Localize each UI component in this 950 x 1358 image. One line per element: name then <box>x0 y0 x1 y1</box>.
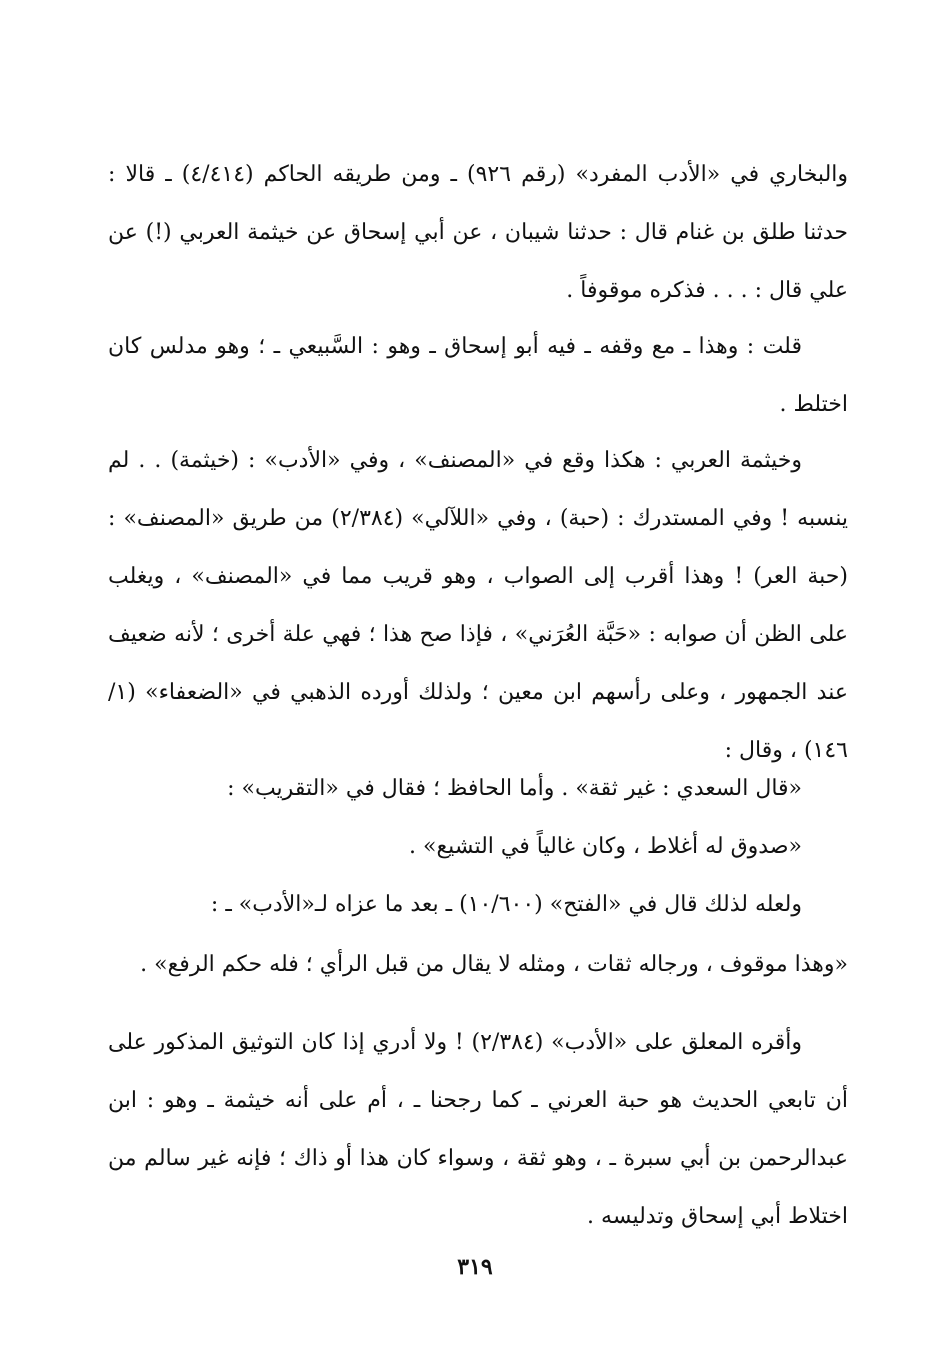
quote-text: «قال السعدي : غير ثقة» . وأما الحافظ ؛ فقال في «التقريب» : <box>227 776 802 801</box>
paragraph-fath-reference <box>108 876 848 934</box>
paragraph-text: وأقره المعلق على «الأدب» (٢/٣٨٤) ! ولا أدري إذا كان التوثيق المذكور على أن تابعي الحديث هو حبة العرني ـ كما رجحنا ـ ، أم على أنه خيثمة ـ وهو : ابن عبدالرحمن بن أبي سبرة ـ ، وهو ثقة ، وسواء كان هذا أو ذاك ؛ فإنه غير سالم من اختلاط أبي إسحاق وتدليسه . <box>108 1030 848 1229</box>
paragraph-author-comment <box>108 318 848 434</box>
paragraph-conclusion <box>108 1014 848 1246</box>
quote-saadi <box>108 760 848 818</box>
quote-text: «صدوق له أغلاط ، وكان غالياً في التشيع» . <box>409 834 802 859</box>
paragraph-text: والبخاري في «الأدب المفرد» (رقم ٩٢٦) ـ ومن طريقه الحاكم (٤/٤١٤) ـ قالا : حدثنا طلق بن غنام قال : حدثنا شيبان ، عن أبي إسحاق عن خيثمة العربي (!) عن علي قال : . . . فذكره موقوفاً . <box>108 162 849 303</box>
paragraph-text: وخيثمة العربي : هكذا وقع في «المصنف» ، وفي «الأدب» : (خيثمة) . . لم ينسبه ! وفي المستدرك : (حبة) ، وفي «اللآلي» (٢/٣٨٤) من طريق «المصنف» : (حبة العر) ! وهذا أقرب إلى الصواب ، وهو قريب مما في «المصنف» ، ويغلب على الظن أن صوابه : «حَبَّة العُرَني» ، فإذا صح هذا ؛ فهي علة أخرى ؛ لأنه ضعيف عند الجمهور ، وعلى رأسهم ابن معين ؛ ولذلك أورده الذهبي في «الضعفاء» (١/ ١٤٦) ، وقال : <box>108 448 849 763</box>
paragraph-fath-quote <box>108 936 848 994</box>
paragraph-text: قلت : وهذا ـ مع وقفه ـ فيه أبو إسحاق ـ وهو : السَّبيعي ـ ؛ وهو مدلس كان اختلط . <box>108 334 848 417</box>
paragraph-text: ولعله لذلك قال في «الفتح» (١٠/٦٠٠) ـ بعد ما عزاه لـ«الأدب» ـ : <box>210 892 802 917</box>
paragraph-bukhari-citation <box>108 146 848 320</box>
page-number: ٣١٩ <box>457 1254 493 1280</box>
paragraph-khaythama-discussion <box>108 432 848 780</box>
paragraph-text: «وهذا موقوف ، ورجاله ثقات ، ومثله لا يقال من قبل الرأي ؛ فله حكم الرفع» . <box>140 952 848 977</box>
quote-taqrib <box>108 818 848 876</box>
